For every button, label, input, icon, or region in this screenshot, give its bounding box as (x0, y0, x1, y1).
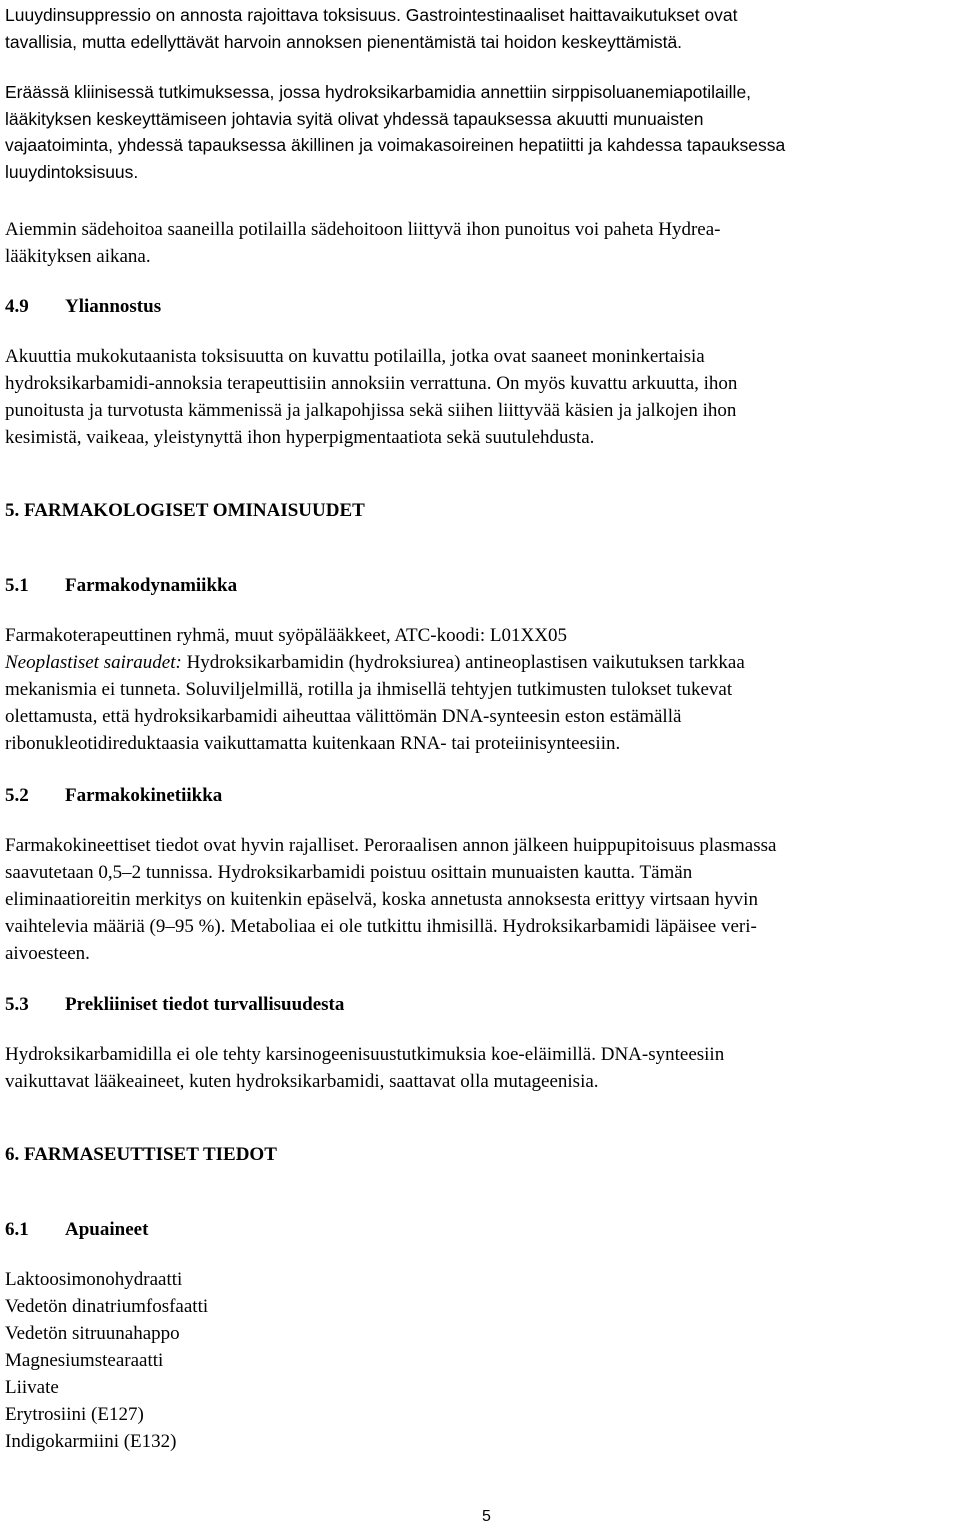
paragraph-pharmacodynamics (5, 622, 745, 757)
text-line: hydroksikarbamidi-annoksia terapeuttisiin annoksiin verrattuna. On myös kuvattu arkuutta, ihon (5, 373, 738, 394)
text-line: Akuuttia mukokutaanista toksisuutta on kuvattu potilailla, jotka ovat saaneet moninkertaisia (5, 346, 705, 367)
italic-term: Neoplastiset sairaudet: (5, 652, 182, 673)
list-item: Erytrosiini (E127) (5, 1404, 144, 1425)
section-number: 6.1 (5, 1219, 29, 1240)
section-heading-5-3 (5, 991, 344, 1018)
section-number: 5.1 (5, 575, 29, 596)
text-line: Aiemmin sädehoitoa saaneilla potilailla sädehoitoon liittyvä ihon punoitus voi paheta Hydrea- (5, 219, 721, 240)
text-line: vajaatoiminta, yhdessä tapauksessa äkillinen ja voimakasoireinen hepatiitti ja kahdessa tapauksessa (5, 135, 786, 155)
section-heading-5 (5, 497, 365, 524)
text-line: ribonukleotidireduktaasia vaikuttamatta kuitenkaan RNA- tai proteiinisynteesiin. (5, 733, 621, 754)
section-number: 5.3 (5, 994, 29, 1015)
text-line: Luuydinsuppressio on annosta rajoittava toksisuus. Gastrointestinaaliset haittavaikutukset ovat (5, 5, 738, 25)
text-line: vaihtelevia määriä (9–95 %). Metaboliaa ei ole tutkittu ihmisillä. Hydroksikarbamidi läpäisee veri- (5, 916, 757, 937)
list-item: Vedetön dinatriumfosfaatti (5, 1296, 209, 1317)
list-item: Liivate (5, 1377, 59, 1398)
excipient-list (5, 1266, 208, 1455)
section-heading-5-2 (5, 782, 222, 809)
text-line: lääkityksen keskeyttämiseen johtavia syitä olivat yhdessä tapauksessa akuutti munuaisten (5, 108, 704, 129)
list-item: Laktoosimonohydraatti (5, 1269, 183, 1290)
section-title: Farmakodynamiikka (65, 575, 238, 596)
text-line: olettamusta, että hydroksikarbamidi aiheuttaa välittömän DNA-synteesin eston estämällä (5, 706, 682, 727)
paragraph-preclinical (5, 1041, 724, 1095)
section-number: 5.2 (5, 785, 29, 806)
text-line: eliminaatioreitin merkitys on kuitenkin epäselvä, koska annetusta annoksesta erittyy virtsaan hyvin (5, 889, 758, 910)
text-line: Farmakokineettiset tiedot ovat hyvin rajalliset. Peroraalisen annon jälkeen huippupitoisuus plasmassa (5, 835, 777, 856)
section-title: Apuaineet (65, 1219, 149, 1240)
text-line: vaikuttavat lääkeaineet, kuten hydroksikarbamidi, saattavat olla mutageenisia. (5, 1071, 599, 1092)
section-title: 6. FARMASEUTTISET TIEDOT (5, 1144, 277, 1165)
paragraph-pharmacokinetics (5, 832, 776, 967)
text-line: Farmakoterapeuttinen ryhmä, muut syöpälääkkeet, ATC-koodi: L01XX05 (5, 625, 567, 646)
paragraph-clinical-study (5, 79, 785, 185)
page-number: 5 (482, 1508, 491, 1525)
text-line: aivoesteen. (5, 943, 90, 964)
section-heading-6 (5, 1141, 277, 1168)
section-title: 5. FARMAKOLOGISET OMINAISUUDET (5, 500, 365, 521)
section-heading-5-1 (5, 572, 237, 599)
text-line: Hydroksikarbamidin (hydroksiurea) antineoplastisen vaikutuksen tarkkaa (181, 652, 745, 673)
text-line: punoitusta ja turvotusta kämmenissä ja jalkapohjissa sekä siihen liittyvää käsien ja jalkojen ihon (5, 400, 737, 421)
text-line: mekanismia ei tunneta. Soluviljelmillä, rotilla ja ihmisellä tehtyjen tutkimusten tulokset tukevat (5, 679, 733, 700)
list-item: Indigokarmiini (E132) (5, 1431, 177, 1452)
paragraph-toxicity (5, 2, 738, 55)
section-heading-6-1 (5, 1216, 148, 1243)
section-heading-4-9 (5, 293, 161, 320)
section-title: Yliannostus (65, 296, 162, 317)
section-number: 4.9 (5, 296, 29, 317)
list-item: Vedetön sitruunahappo (5, 1323, 180, 1344)
text-line: lääkityksen aikana. (5, 246, 151, 267)
text-line: tavallisia, mutta edellyttävät harvoin annoksen pienentämistä tai hoidon keskeyttämistä. (5, 31, 683, 52)
text-line: saavutetaan 0,5–2 tunnissa. Hydroksikarbamidi poistuu osittain munuaisten kautta. Tämän (5, 862, 693, 883)
list-item: Magnesiumstearaatti (5, 1350, 164, 1371)
text-line: kesimistä, vaikeaa, yleistynyttä ihon hyperpigmentaatiota sekä suutulehdusta. (5, 427, 595, 448)
text-line: Hydroksikarbamidilla ei ole tehty karsinogeenisuustutkimuksia koe-eläimillä. DNA-synteesiin (5, 1044, 725, 1065)
text-line: luuydintoksisuus. (5, 161, 139, 182)
section-title: Farmakokinetiikka (65, 785, 223, 806)
paragraph-radiotherapy (5, 216, 721, 270)
section-title: Prekliiniset tiedot turvallisuudesta (65, 994, 345, 1015)
text-line: Eräässä kliinisessä tutkimuksessa, jossa hydroksikarbamidia annettiin sirppisoluanemiapotilaille, (5, 82, 752, 102)
paragraph-overdose (5, 343, 737, 451)
